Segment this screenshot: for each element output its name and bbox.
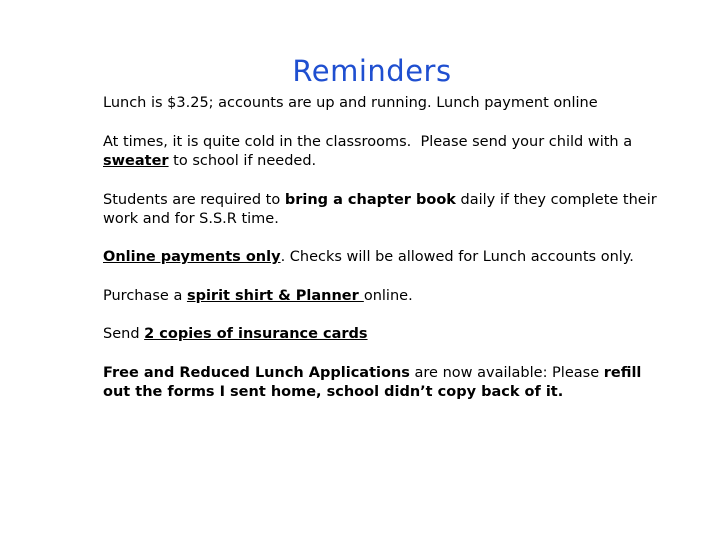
reminder-text: daily if they complete their work and for S.S.R time. [103, 192, 662, 227]
reminder-lunch-applications [103, 364, 663, 402]
reminder-text: . [557, 384, 564, 400]
reminder-text: are now available: Please [409, 365, 604, 381]
emphasis-spirit-shirt: spirit shirt & Planner [186, 288, 364, 304]
reminder-spirit-shirt [103, 287, 663, 306]
reminder-text: Lunch is $3.25; accounts are up and running. Lunch payment online [103, 95, 598, 111]
reminder-online-payments [103, 248, 663, 267]
reminder-lunch-price [103, 94, 703, 113]
reminder-sweater [103, 133, 663, 171]
emphasis-lunch-applications: Free and Reduced Lunch Applications [103, 365, 410, 381]
emphasis-online-payments: Online payments only [103, 249, 281, 265]
emphasis-insurance-cards: 2 copies of insurance cards [144, 326, 368, 342]
reminder-text: Purchase a [103, 288, 187, 304]
reminder-text: Send [103, 326, 145, 342]
emphasis-refill-forms: refill out the forms I sent home, school didn’t copy back of it [103, 365, 647, 400]
reminder-text: At times, it is quite cold in the classrooms. Please send your child with a [103, 134, 637, 150]
reminder-text: to school if needed. [168, 153, 317, 169]
emphasis-chapter-book: bring a chapter book [284, 192, 456, 208]
emphasis-sweater: sweater [103, 153, 169, 169]
reminder-text: Students are required to [103, 192, 285, 208]
reminder-text: . Checks will be allowed for Lunch accounts only. [280, 249, 634, 265]
reminder-text: online. [363, 288, 413, 304]
slide-title: Reminders [292, 54, 452, 88]
reminder-chapter-book [103, 191, 663, 229]
reminder-insurance-cards [103, 325, 663, 344]
